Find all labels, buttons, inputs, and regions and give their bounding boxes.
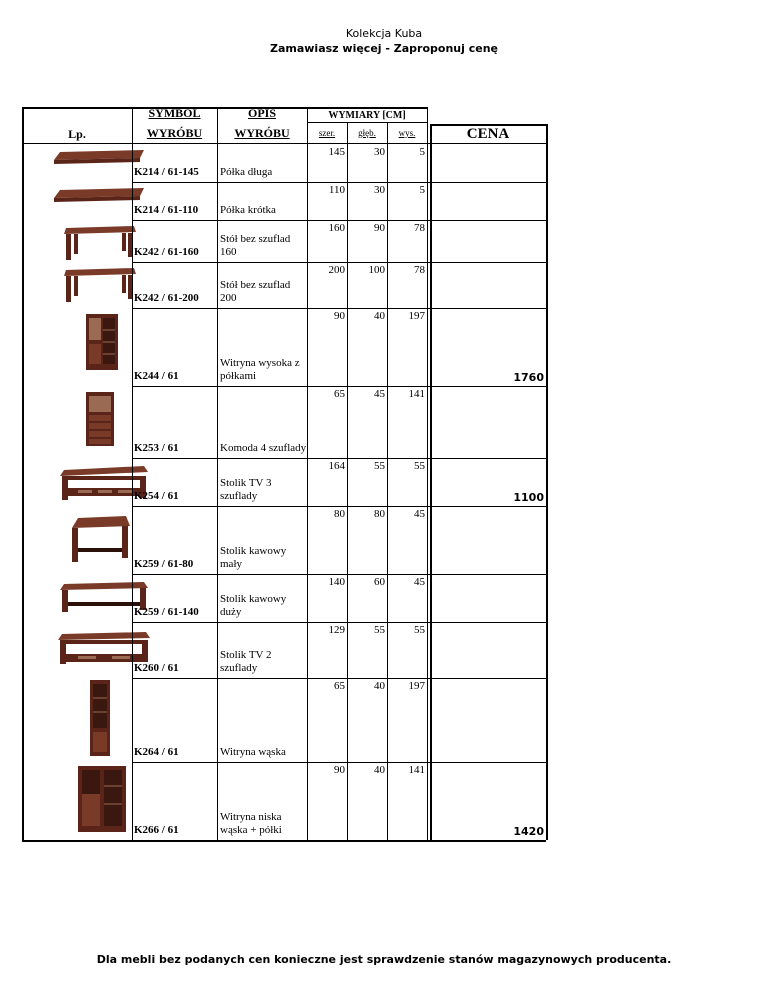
product-symbol: K254 / 61 [134,490,179,502]
collection-title: Kolekcja Kuba [345,27,423,40]
product-symbol: K259 / 61-140 [134,606,199,618]
grid-line [132,262,546,263]
dimension-wys: 55 [414,460,425,472]
dimension-wys: 141 [408,764,425,776]
grid-line [546,124,548,840]
product-description: Stół bez szuflad 160 [220,233,291,258]
table-row [22,386,547,458]
dimension-wys: 45 [414,508,425,520]
product-price: 1100 [513,491,544,504]
product-description: Witryna wysoka z półkami [220,357,300,382]
product-description: Półka krótka [220,204,276,216]
grid-line [22,107,24,840]
grid-line [132,107,133,840]
header-gleb: głęb. [358,128,376,138]
furniture-thumbnail [60,264,140,309]
dimension-wys: 5 [419,146,425,158]
dimension-gleb: 40 [374,310,385,322]
dimension-gleb: 45 [374,388,385,400]
grid-line [307,107,308,840]
dimension-wys: 197 [408,680,425,692]
dimension-szer: 129 [328,624,345,636]
dimension-szer: 90 [334,764,345,776]
grid-line [430,124,432,840]
dimension-wys: 5 [419,184,425,196]
product-symbol: K259 / 61-80 [134,558,194,570]
table-row [22,762,547,840]
product-price: 1420 [513,825,544,838]
dimension-szer: 145 [328,146,345,158]
grid-line [132,182,546,183]
grid-line [132,762,546,763]
dimension-gleb: 30 [374,184,385,196]
grid-line [22,143,546,144]
header-cena: CENA [466,126,510,142]
table-row [22,220,547,262]
header-wymiary: WYMIARY [CM] [328,110,406,121]
product-description: Stolik TV 2 szuflady [220,649,272,674]
furniture-thumbnail [86,678,114,763]
dimension-gleb: 60 [374,576,385,588]
product-symbol: K266 / 61 [134,824,179,836]
dimension-wys: 78 [414,264,425,276]
product-description: Półka długa [220,166,273,178]
dimension-szer: 110 [328,184,345,196]
grid-line [217,107,218,840]
table-row [22,308,547,386]
header-szer: szer. [318,128,336,138]
product-description: Stół bez szuflad 200 [220,279,291,304]
dimension-wys: 141 [408,388,425,400]
product-description: Witryna wąska [220,746,286,758]
grid-line [132,458,546,459]
dimension-gleb: 40 [374,680,385,692]
header-symbol-bottom: WYRÓBU [146,126,203,140]
furniture-thumbnail [60,222,140,267]
dimension-gleb: 90 [374,222,385,234]
table-row [22,506,547,574]
tagline: Zamawiasz więcej - Zaproponuj cenę [269,42,498,55]
dimension-szer: 65 [334,680,345,692]
furniture-thumbnail [74,764,130,839]
grid-line [132,622,546,623]
table-row [22,574,547,622]
table-row [22,144,547,182]
grid-line [387,122,388,840]
product-price: 1760 [513,371,544,384]
grid-line [132,308,546,309]
product-symbol: K214 / 61-110 [134,204,199,216]
product-symbol: K253 / 61 [134,442,179,454]
grid-line [132,678,546,679]
table-row [22,182,547,220]
grid-line [22,840,546,842]
dimension-szer: 164 [328,460,345,472]
grid-line [427,107,428,840]
header-wys: wys. [398,128,416,138]
product-symbol: K242 / 61-200 [134,292,199,304]
dimension-gleb: 55 [374,460,385,472]
grid-line [347,122,348,840]
product-description: Komoda 4 szuflady [220,442,307,454]
header-opis-top: OPIS [247,106,276,120]
dimension-gleb: 55 [374,624,385,636]
product-symbol: K242 / 61-160 [134,246,199,258]
dimension-wys: 197 [408,310,425,322]
product-symbol: K264 / 61 [134,746,179,758]
grid-line [430,124,546,126]
furniture-thumbnail [82,312,122,377]
furniture-thumbnail [82,390,118,453]
header-lp: Lp. [68,127,86,141]
product-description: Stolik kawowy duży [220,593,287,618]
table-row [22,458,547,506]
product-description: Stolik kawowy mały [220,545,287,570]
furniture-thumbnail [68,512,132,569]
grid-line [132,220,546,221]
dimension-szer: 65 [334,388,345,400]
dimension-wys: 55 [414,624,425,636]
grid-line [132,506,546,507]
grid-line [22,107,427,109]
product-symbol: K260 / 61 [134,662,179,674]
footer-note: Dla mebli bez podanych cen konieczne jest sprawdzenie stanów magazynowych producenta. [96,953,672,966]
dimension-gleb: 80 [374,508,385,520]
dimension-szer: 200 [328,264,345,276]
table-row [22,622,547,678]
dimension-wys: 45 [414,576,425,588]
grid-line [307,122,427,123]
product-description: Witryna niska wąska + półki [220,811,282,836]
grid-line [132,386,546,387]
product-description: Stolik TV 3 szuflady [220,477,272,502]
table-row [22,678,547,762]
product-symbol: K214 / 61-145 [134,166,199,178]
header-opis-bottom: WYRÓBU [234,126,290,140]
header-symbol-top: SYMBOL [148,106,201,120]
dimension-szer: 90 [334,310,345,322]
grid-line [132,574,546,575]
dimension-szer: 140 [328,576,345,588]
product-symbol: K244 / 61 [134,370,179,382]
dimension-gleb: 100 [368,264,385,276]
dimension-gleb: 30 [374,146,385,158]
dimension-gleb: 40 [374,764,385,776]
dimension-szer: 80 [334,508,345,520]
table-row [22,262,547,308]
dimension-szer: 160 [328,222,345,234]
dimension-wys: 78 [414,222,425,234]
